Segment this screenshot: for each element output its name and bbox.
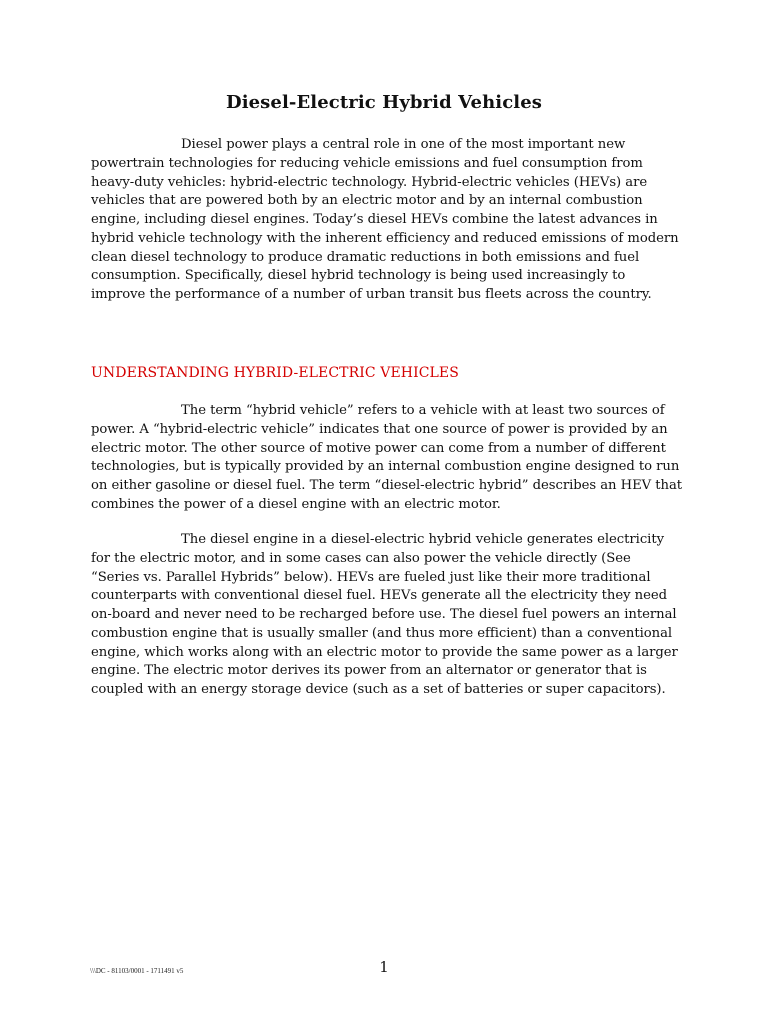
footer-reference: \\\DC - 81103/0001 - 1711491 v5 [90, 967, 184, 975]
paragraph-diesel-engine: The diesel engine in a diesel-electric hybrid vehicle generates electricity for the electric motor, and in some cases can also power the vehicle directly (See “Series vs. Parallel Hybrids” below). HEVs are fueled just like their more traditional counterparts with conventional diesel fuel. HEVs generate all the electricity they need on-board and never need to be recharged before use. The diesel fuel powers an internal combustion engine that is usually smaller (and thus more efficient) than a conventional engine, which works along with an electric motor to provide the same power as a larger engine. The electric motor derives its power from an alternator or generator that is coupled with an energy storage device (such as a set of batteries or super capacitors). [91, 532, 678, 697]
document-title: Diesel-Electric Hybrid Vehicles [225, 92, 543, 113]
paragraph-intro: Diesel power plays a central role in one of the most important new powertrain technologies for reducing vehicle emissions and fuel consumption from heavy-duty vehicles: hybrid-electric technology. Hybrid-electric vehicles (HEVs) are vehicles that are powered both by an electric motor and by an internal combustion engine, including diesel engines. Today’s diesel HEVs combine the latest advances in hybrid vehicle technology with the inherent efficiency and reduced emissions of modern clean diesel technology to produce dramatic reductions in both emissions and fuel consumption. Specifically, diesel hybrid technology is being used increasingly to improve the performance of a number of urban transit bus fleets across the country. [91, 137, 679, 302]
page-number: 1 [379, 958, 389, 976]
paragraph-definition: The term “hybrid vehicle” refers to a vehicle with at least two sources of power. A “hybrid-electric vehicle” indicates that one source of power is provided by an electric motor. The other source of motive power can come from a number of different technologies, but is typically provided by an internal combustion engine designed to run on either gasoline or diesel fuel. The term “diesel-electric hybrid” describes an HEV that combines the power of a diesel engine with an electric motor. [91, 403, 683, 512]
section-heading: UNDERSTANDING HYBRID-ELECTRIC VEHICLES [91, 365, 459, 381]
